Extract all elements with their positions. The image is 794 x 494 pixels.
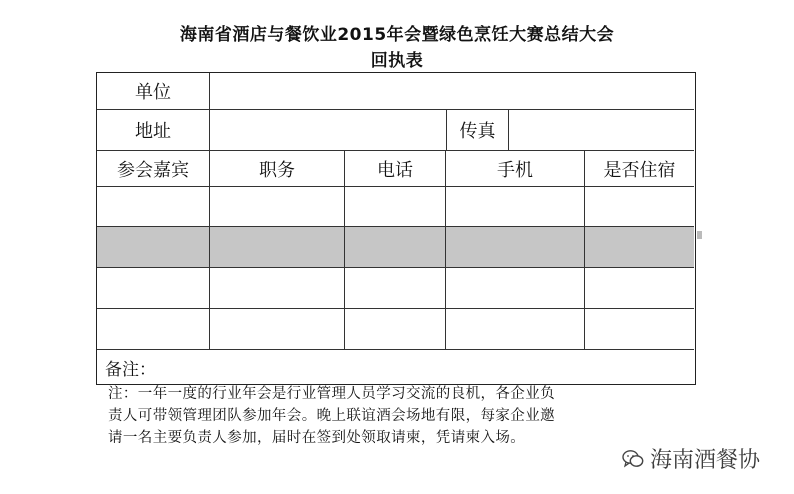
address-field[interactable] (210, 110, 446, 150)
remarks-label: 备注： (105, 359, 156, 380)
col-header-guest: 参会嘉宾 (117, 159, 189, 181)
unit-label: 单位 (135, 82, 171, 103)
note-line: 注：一年一度的行业年会是行业管理人员学习交流的良机，各企业负 (108, 386, 555, 402)
watermark (622, 443, 760, 474)
row-divider (97, 267, 694, 268)
col-header-position: 职务 (259, 159, 295, 181)
fax-label: 传真 (459, 121, 496, 142)
col-header-lodging: 是否住宿 (603, 159, 676, 181)
col-header-phone: 电话 (377, 159, 413, 181)
watermark-text: 海南酒餐协 (650, 448, 761, 473)
row-divider (97, 349, 694, 350)
reply-form-table (96, 72, 696, 385)
fax-field[interactable] (509, 110, 694, 150)
unit-field[interactable] (210, 73, 694, 109)
col-header-mobile: 手机 (497, 159, 533, 181)
wechat-icon (622, 449, 644, 469)
highlighted-row (97, 226, 694, 267)
row-divider (97, 186, 694, 187)
address-label: 地址 (135, 121, 171, 142)
row-divider (97, 308, 694, 309)
form-subtitle: 回执表 (370, 51, 424, 71)
note-line: 责人可带领管理团队参加年会。晚上联谊酒会场地有限，每家企业邀 (108, 408, 555, 424)
form-title: 海南省酒店与餐饮业2015年会暨绿色烹饪大赛总结大会 (179, 25, 615, 45)
edge-mark (697, 231, 702, 239)
row-divider (97, 226, 694, 227)
note-text (108, 383, 688, 449)
note-line: 请一名主要负责人参加，届时在签到处领取请柬，凭请柬入场。 (108, 430, 526, 446)
